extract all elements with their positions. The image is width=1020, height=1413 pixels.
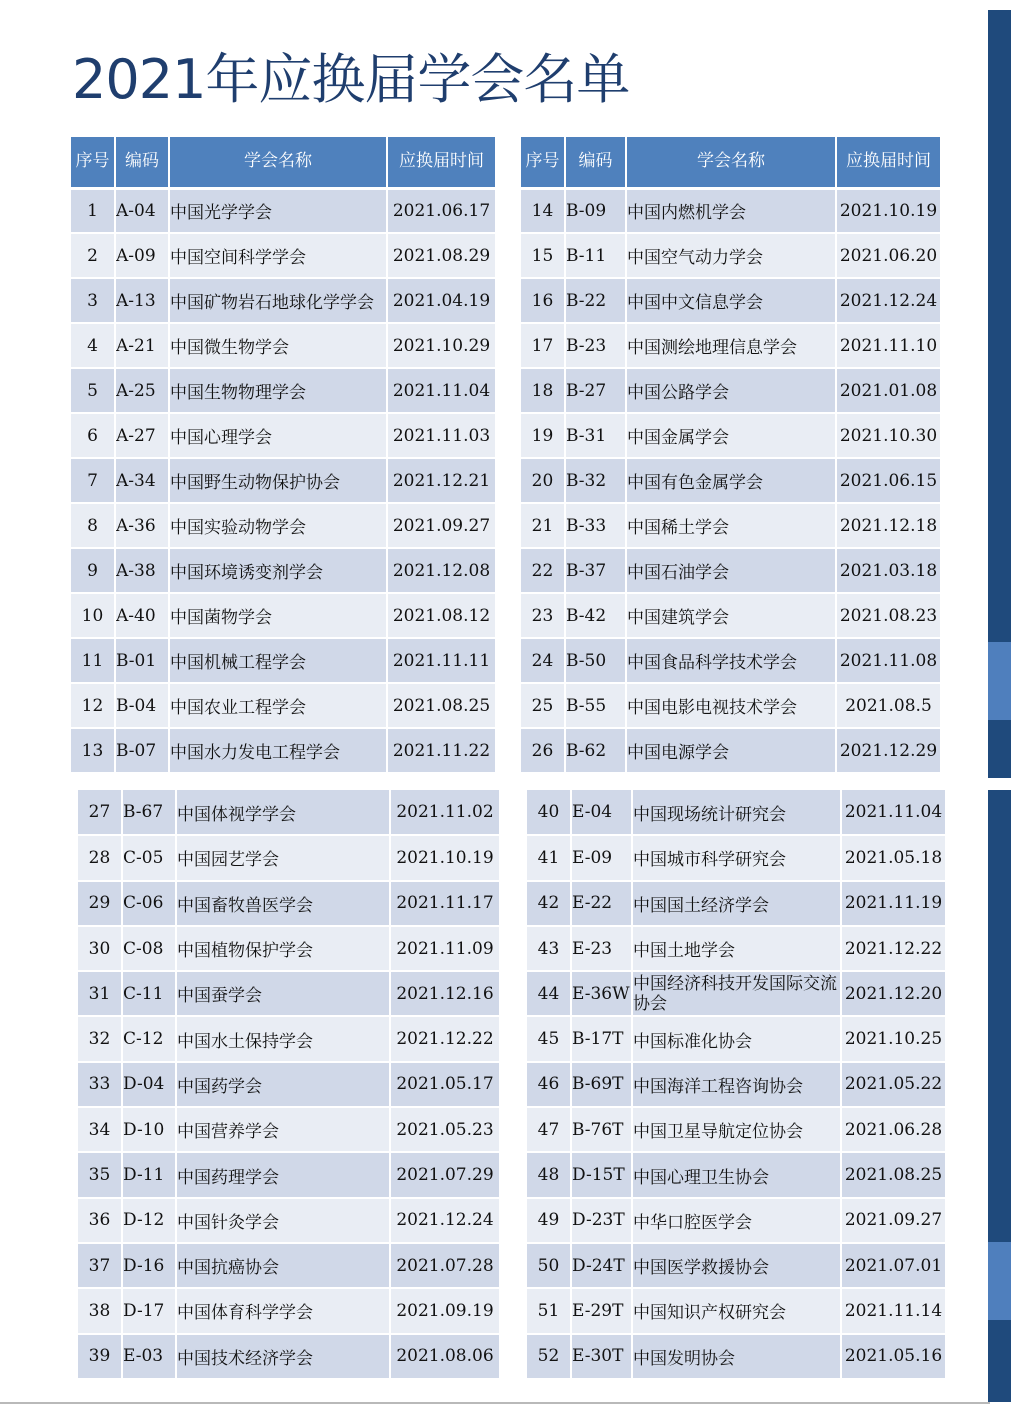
row-code: D-04 [122, 1062, 176, 1107]
row-code: D-23T [571, 1198, 632, 1243]
header-no: 序号 [71, 137, 115, 188]
row-code: D-16 [122, 1243, 176, 1288]
row-number: 2 [71, 233, 115, 278]
row-code: A-34 [115, 458, 169, 503]
row-date: 2021.01.08 [836, 368, 940, 413]
row-number: 52 [527, 1334, 571, 1379]
row-date: 2021.08.23 [836, 593, 940, 638]
row-number: 23 [521, 593, 565, 638]
row-date: 2021.11.04 [387, 368, 495, 413]
row-code: A-38 [115, 548, 169, 593]
row-code: B-31 [565, 413, 626, 458]
row-name: 中国机械工程学会 [169, 638, 387, 683]
row-name: 中国营养学会 [176, 1107, 390, 1152]
row-name: 中国水力发电工程学会 [169, 728, 387, 773]
row-code: B-37 [565, 548, 626, 593]
row-name: 中国心理卫生协会 [632, 1152, 841, 1197]
row-date: 2021.09.19 [390, 1288, 499, 1333]
row-number: 18 [521, 368, 565, 413]
row-code: A-13 [115, 278, 169, 323]
row-date: 2021.10.25 [841, 1016, 945, 1061]
row-name: 中国内燃机学会 [626, 188, 836, 233]
row-date: 2021.07.01 [841, 1243, 945, 1288]
row-name: 中国测绘地理信息学会 [626, 323, 836, 368]
row-name: 中国药学会 [176, 1062, 390, 1107]
row-code: B-27 [565, 368, 626, 413]
row-name: 中国卫星导航定位协会 [632, 1107, 841, 1152]
row-code: A-40 [115, 593, 169, 638]
header-code: 编码 [115, 137, 169, 188]
row-date: 2021.11.19 [841, 881, 945, 926]
side-bar-top-end [988, 720, 1011, 778]
row-number: 17 [521, 323, 565, 368]
table-row [71, 413, 495, 458]
header-code: 编码 [565, 137, 626, 188]
row-date: 2021.12.20 [841, 971, 945, 1016]
row-name: 中国农业工程学会 [169, 683, 387, 728]
row-date: 2021.12.21 [387, 458, 495, 503]
row-code: D-24T [571, 1243, 632, 1288]
row-code: B-76T [571, 1107, 632, 1152]
row-number: 28 [78, 835, 122, 880]
row-date: 2021.05.23 [390, 1107, 499, 1152]
row-name: 中国园艺学会 [176, 835, 390, 880]
row-name: 中国发明协会 [632, 1334, 841, 1379]
row-code: A-09 [115, 233, 169, 278]
row-date: 2021.09.27 [841, 1198, 945, 1243]
table-body [71, 188, 495, 773]
table-row [527, 1334, 945, 1379]
row-name: 中国知识产权研究会 [632, 1288, 841, 1333]
row-code: B-04 [115, 683, 169, 728]
row-number: 15 [521, 233, 565, 278]
row-number: 22 [521, 548, 565, 593]
row-code: B-11 [565, 233, 626, 278]
row-name: 中国中文信息学会 [626, 278, 836, 323]
row-number: 45 [527, 1016, 571, 1061]
row-date: 2021.11.11 [387, 638, 495, 683]
row-date: 2021.12.08 [387, 548, 495, 593]
row-number: 35 [78, 1152, 122, 1197]
table-row [71, 188, 495, 233]
table-row [78, 881, 499, 926]
row-number: 19 [521, 413, 565, 458]
row-number: 39 [78, 1334, 122, 1379]
row-code: D-12 [122, 1198, 176, 1243]
row-name: 中国食品科学技术学会 [626, 638, 836, 683]
table-body [78, 790, 499, 1379]
row-date: 2021.12.24 [390, 1198, 499, 1243]
row-number: 29 [78, 881, 122, 926]
row-code: B-22 [565, 278, 626, 323]
row-number: 34 [78, 1107, 122, 1152]
table-row [521, 683, 940, 728]
table-row [78, 1334, 499, 1379]
table-row [521, 728, 940, 773]
row-name: 中国蚕学会 [176, 971, 390, 1016]
side-bar-bottom [988, 790, 1011, 1242]
row-name: 中国公路学会 [626, 368, 836, 413]
row-name: 中国环境诱变剂学会 [169, 548, 387, 593]
row-name: 中华口腔医学会 [632, 1198, 841, 1243]
row-number: 51 [527, 1288, 571, 1333]
table-row [527, 1243, 945, 1288]
list-table-2 [521, 137, 940, 774]
row-date: 2021.12.24 [836, 278, 940, 323]
row-name: 中国植物保护学会 [176, 926, 390, 971]
row-name: 中国建筑学会 [626, 593, 836, 638]
header-name: 学会名称 [626, 137, 836, 188]
table-row [521, 548, 940, 593]
row-name: 中国金属学会 [626, 413, 836, 458]
row-code: B-50 [565, 638, 626, 683]
row-date: 2021.07.28 [390, 1243, 499, 1288]
row-code: D-11 [122, 1152, 176, 1197]
row-number: 47 [527, 1107, 571, 1152]
row-number: 36 [78, 1198, 122, 1243]
table-row [71, 548, 495, 593]
row-date: 2021.10.29 [387, 323, 495, 368]
row-date: 2021.05.17 [390, 1062, 499, 1107]
row-date: 2021.11.22 [387, 728, 495, 773]
side-bar-accent-top [988, 642, 1011, 720]
table-row [521, 413, 940, 458]
row-name: 中国针灸学会 [176, 1198, 390, 1243]
row-number: 3 [71, 278, 115, 323]
row-name: 中国矿物岩石地球化学学会 [169, 278, 387, 323]
row-name: 中国有色金属学会 [626, 458, 836, 503]
row-date: 2021.10.30 [836, 413, 940, 458]
row-number: 12 [71, 683, 115, 728]
row-date: 2021.11.17 [390, 881, 499, 926]
row-code: C-06 [122, 881, 176, 926]
row-date: 2021.06.17 [387, 188, 495, 233]
row-date: 2021.08.25 [841, 1152, 945, 1197]
row-date: 2021.05.16 [841, 1334, 945, 1379]
row-code: B-55 [565, 683, 626, 728]
table-row [527, 1152, 945, 1197]
row-date: 2021.08.5 [836, 683, 940, 728]
row-code: E-04 [571, 790, 632, 835]
table-row [521, 638, 940, 683]
table-row [527, 971, 945, 1016]
row-code: B-69T [571, 1062, 632, 1107]
row-code: C-12 [122, 1016, 176, 1061]
table-row [78, 1016, 499, 1061]
row-code: E-23 [571, 926, 632, 971]
table-row [78, 1107, 499, 1152]
row-date: 2021.09.27 [387, 503, 495, 548]
header-name: 学会名称 [169, 137, 387, 188]
row-date: 2021.11.09 [390, 926, 499, 971]
row-number: 50 [527, 1243, 571, 1288]
page-title: 2021年应换届学会名单 [72, 48, 630, 111]
row-number: 11 [71, 638, 115, 683]
row-code: B-09 [565, 188, 626, 233]
row-date: 2021.12.18 [836, 503, 940, 548]
table-row [78, 1152, 499, 1197]
row-name: 中国心理学会 [169, 413, 387, 458]
table-row [521, 188, 940, 233]
table-row [78, 1243, 499, 1288]
row-code: A-21 [115, 323, 169, 368]
row-code: E-03 [122, 1334, 176, 1379]
row-name: 中国现场统计研究会 [632, 790, 841, 835]
row-name: 中国电源学会 [626, 728, 836, 773]
table-row [527, 1062, 945, 1107]
row-number: 25 [521, 683, 565, 728]
table-row [71, 458, 495, 503]
row-name: 中国技术经济学会 [176, 1334, 390, 1379]
table-row [71, 593, 495, 638]
row-date: 2021.08.29 [387, 233, 495, 278]
table-row [527, 881, 945, 926]
header-date: 应换届时间 [387, 137, 495, 188]
table-row [527, 1198, 945, 1243]
table-row [78, 835, 499, 880]
table-row [521, 503, 940, 548]
table-row [71, 503, 495, 548]
table-row [527, 1107, 945, 1152]
row-code: C-11 [122, 971, 176, 1016]
row-date: 2021.10.19 [390, 835, 499, 880]
row-number: 27 [78, 790, 122, 835]
row-number: 42 [527, 881, 571, 926]
row-code: E-22 [571, 881, 632, 926]
row-number: 33 [78, 1062, 122, 1107]
row-date: 2021.12.29 [836, 728, 940, 773]
row-date: 2021.05.22 [841, 1062, 945, 1107]
row-number: 20 [521, 458, 565, 503]
row-number: 13 [71, 728, 115, 773]
row-date: 2021.08.25 [387, 683, 495, 728]
table-row [78, 971, 499, 1016]
row-date: 2021.10.19 [836, 188, 940, 233]
row-date: 2021.06.28 [841, 1107, 945, 1152]
row-name: 中国菌物学会 [169, 593, 387, 638]
header-no: 序号 [521, 137, 565, 188]
table-body [521, 188, 940, 773]
row-number: 8 [71, 503, 115, 548]
row-code: D-15T [571, 1152, 632, 1197]
row-number: 38 [78, 1288, 122, 1333]
row-number: 6 [71, 413, 115, 458]
row-number: 5 [71, 368, 115, 413]
row-number: 24 [521, 638, 565, 683]
row-code: B-42 [565, 593, 626, 638]
row-code: E-09 [571, 835, 632, 880]
row-code: D-10 [122, 1107, 176, 1152]
row-date: 2021.11.04 [841, 790, 945, 835]
row-date: 2021.03.18 [836, 548, 940, 593]
table-row [521, 323, 940, 368]
row-code: E-36W [571, 971, 632, 1016]
table-row [78, 1198, 499, 1243]
row-code: E-29T [571, 1288, 632, 1333]
row-number: 44 [527, 971, 571, 1016]
row-name: 中国海洋工程咨询协会 [632, 1062, 841, 1107]
table-row [521, 593, 940, 638]
row-number: 9 [71, 548, 115, 593]
row-name: 中国标准化协会 [632, 1016, 841, 1061]
row-number: 1 [71, 188, 115, 233]
row-date: 2021.12.22 [841, 926, 945, 971]
row-name: 中国电影电视技术学会 [626, 683, 836, 728]
row-number: 16 [521, 278, 565, 323]
row-code: A-36 [115, 503, 169, 548]
row-code: A-04 [115, 188, 169, 233]
row-name: 中国体育科学学会 [176, 1288, 390, 1333]
row-name: 中国药理学会 [176, 1152, 390, 1197]
header-date: 应换届时间 [836, 137, 940, 188]
row-name: 中国野生动物保护协会 [169, 458, 387, 503]
row-code: B-23 [565, 323, 626, 368]
side-bar-accent-bottom [988, 1242, 1011, 1320]
bottom-rule [0, 1402, 990, 1404]
table-row [527, 790, 945, 835]
row-code: A-27 [115, 413, 169, 458]
table-row [78, 926, 499, 971]
row-name: 中国抗癌协会 [176, 1243, 390, 1288]
row-code: D-17 [122, 1288, 176, 1333]
table-row [527, 926, 945, 971]
row-number: 10 [71, 593, 115, 638]
row-name: 中国实验动物学会 [169, 503, 387, 548]
row-date: 2021.12.22 [390, 1016, 499, 1061]
row-number: 41 [527, 835, 571, 880]
row-code: B-01 [115, 638, 169, 683]
row-date: 2021.06.15 [836, 458, 940, 503]
list-table-3 [78, 790, 499, 1380]
row-code: B-07 [115, 728, 169, 773]
row-number: 32 [78, 1016, 122, 1061]
row-name: 中国体视学学会 [176, 790, 390, 835]
row-number: 21 [521, 503, 565, 548]
row-name: 中国稀土学会 [626, 503, 836, 548]
row-code: E-30T [571, 1334, 632, 1379]
row-code: B-62 [565, 728, 626, 773]
row-name: 中国空气动力学会 [626, 233, 836, 278]
table-row [521, 233, 940, 278]
row-number: 43 [527, 926, 571, 971]
row-name: 中国畜牧兽医学会 [176, 881, 390, 926]
row-code: A-25 [115, 368, 169, 413]
table-row [78, 790, 499, 835]
row-date: 2021.11.10 [836, 323, 940, 368]
row-date: 2021.04.19 [387, 278, 495, 323]
list-table-1 [71, 137, 495, 774]
row-number: 4 [71, 323, 115, 368]
table-row [71, 638, 495, 683]
side-bar-top [988, 10, 1011, 642]
row-number: 48 [527, 1152, 571, 1197]
row-date: 2021.11.02 [390, 790, 499, 835]
row-date: 2021.11.03 [387, 413, 495, 458]
row-name: 中国城市科学研究会 [632, 835, 841, 880]
table-row [78, 1288, 499, 1333]
table-row [527, 1288, 945, 1333]
row-number: 37 [78, 1243, 122, 1288]
row-code: B-67 [122, 790, 176, 835]
row-name: 中国医学救援协会 [632, 1243, 841, 1288]
row-date: 2021.05.18 [841, 835, 945, 880]
table-row [71, 233, 495, 278]
row-date: 2021.07.29 [390, 1152, 499, 1197]
row-name: 中国国土经济学会 [632, 881, 841, 926]
row-number: 31 [78, 971, 122, 1016]
row-date: 2021.08.06 [390, 1334, 499, 1379]
row-number: 30 [78, 926, 122, 971]
row-date: 2021.08.12 [387, 593, 495, 638]
table-row [71, 323, 495, 368]
row-name: 中国经济科技开发国际交流协会 [632, 971, 841, 1016]
table-row [527, 835, 945, 880]
row-code: C-08 [122, 926, 176, 971]
row-code: B-32 [565, 458, 626, 503]
table-row [71, 683, 495, 728]
table-row [71, 368, 495, 413]
row-number: 26 [521, 728, 565, 773]
row-date: 2021.12.16 [390, 971, 499, 1016]
side-bar-bottom-end [988, 1320, 1011, 1402]
row-name: 中国空间科学学会 [169, 233, 387, 278]
table-row [521, 278, 940, 323]
row-code: B-33 [565, 503, 626, 548]
row-code: C-05 [122, 835, 176, 880]
row-date: 2021.11.14 [841, 1288, 945, 1333]
row-name: 中国生物物理学会 [169, 368, 387, 413]
table-body [527, 790, 945, 1379]
row-name: 中国光学学会 [169, 188, 387, 233]
row-name: 中国水土保持学会 [176, 1016, 390, 1061]
table-row [71, 278, 495, 323]
row-number: 40 [527, 790, 571, 835]
row-number: 49 [527, 1198, 571, 1243]
row-number: 7 [71, 458, 115, 503]
row-name: 中国微生物学会 [169, 323, 387, 368]
table-row [527, 1016, 945, 1061]
list-table-4 [527, 790, 945, 1380]
table-row [521, 458, 940, 503]
table-row [71, 728, 495, 773]
row-code: B-17T [571, 1016, 632, 1061]
table-row [78, 1062, 499, 1107]
row-name: 中国土地学会 [632, 926, 841, 971]
row-number: 14 [521, 188, 565, 233]
row-date: 2021.11.08 [836, 638, 940, 683]
table-row [521, 368, 940, 413]
row-date: 2021.06.20 [836, 233, 940, 278]
row-number: 46 [527, 1062, 571, 1107]
row-name: 中国石油学会 [626, 548, 836, 593]
